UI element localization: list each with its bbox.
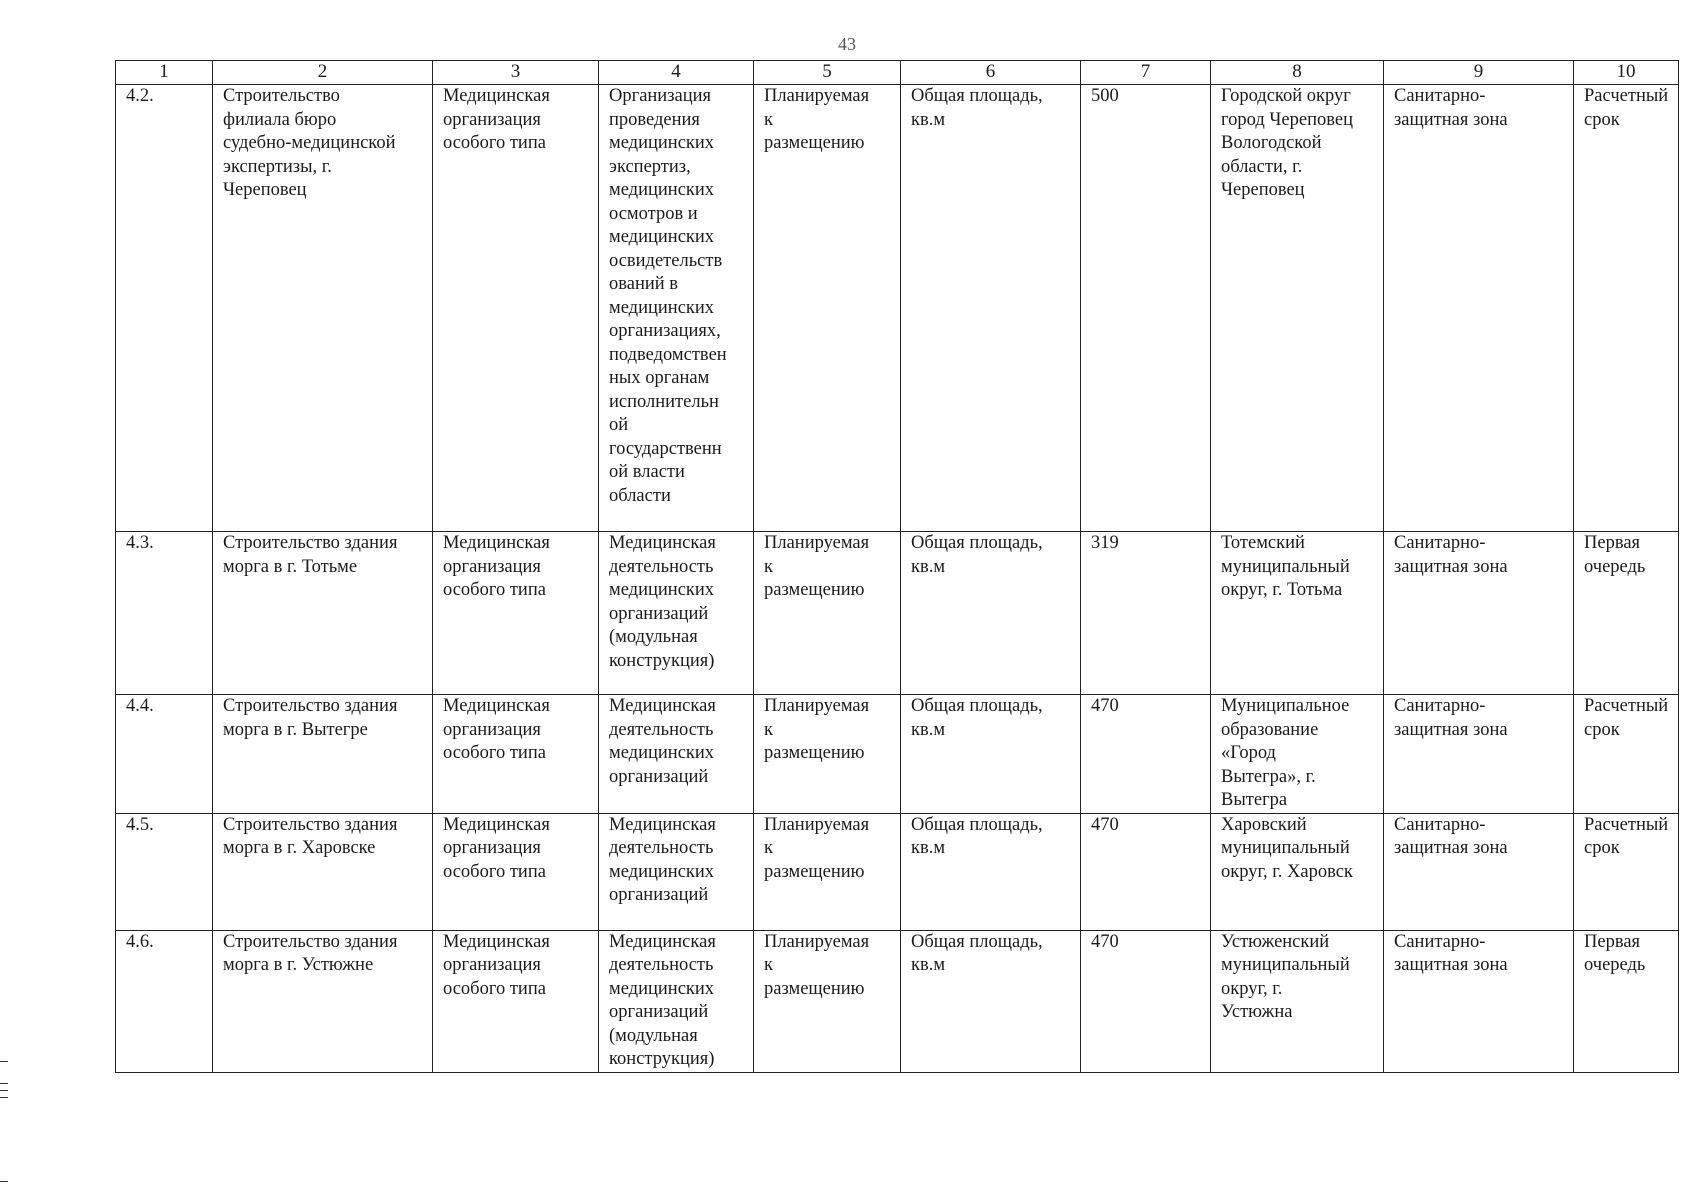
object-status: Планируемая к размещению xyxy=(754,532,901,695)
object-location: Городской округ город Череповец Вологодской области, г. Череповец xyxy=(1211,85,1384,532)
column-number: 9 xyxy=(1384,61,1574,85)
object-location: Устюженский муниципальный округ, г. Устюжна xyxy=(1211,930,1384,1072)
column-number: 3 xyxy=(433,61,599,85)
implementation-term: Первая очередь xyxy=(1574,930,1679,1072)
object-name: Строительство здания морга в г. Устюжне xyxy=(213,930,433,1072)
object-name: Строительство здания морга в г. Тотьме xyxy=(213,532,433,695)
object-characteristic: Общая площадь, кв.м xyxy=(901,532,1081,695)
restriction-zone: Санитарно- защитная зона xyxy=(1384,930,1574,1072)
column-number: 2 xyxy=(213,61,433,85)
object-purpose: Медицинская деятельность медицинских организаций xyxy=(599,813,754,930)
row-number: 4.3. xyxy=(116,532,213,695)
object-status: Планируемая к размещению xyxy=(754,85,901,532)
margin-tick xyxy=(0,1083,8,1084)
restriction-zone: Санитарно- защитная зона xyxy=(1384,532,1574,695)
restriction-zone: Санитарно- защитная зона xyxy=(1384,813,1574,930)
object-purpose: Медицинская деятельность медицинских организаций (модульная конструкция) xyxy=(599,930,754,1072)
object-characteristic: Общая площадь, кв.м xyxy=(901,930,1081,1072)
object-location: Харовский муниципальный округ, г. Харовск xyxy=(1211,813,1384,930)
column-number: 6 xyxy=(901,61,1081,85)
table-row xyxy=(116,85,1679,532)
margin-tick xyxy=(0,1090,8,1091)
margin-tick xyxy=(0,1061,8,1062)
column-number-row xyxy=(116,61,1679,85)
page-number: 43 xyxy=(838,34,856,54)
object-purpose: Медицинская деятельность медицинских организаций xyxy=(599,695,754,814)
row-number: 4.5. xyxy=(116,813,213,930)
column-number: 1 xyxy=(116,61,213,85)
table-row xyxy=(116,930,1679,1072)
object-status: Планируемая к размещению xyxy=(754,930,901,1072)
object-value: 470 xyxy=(1081,930,1211,1072)
object-type: Медицинская организация особого типа xyxy=(433,695,599,814)
row-number: 4.6. xyxy=(116,930,213,1072)
row-number: 4.2. xyxy=(116,85,213,532)
margin-tick xyxy=(0,1097,8,1098)
object-name: Строительство филиала бюро судебно-медицинской экспертизы, г. Череповец xyxy=(213,85,433,532)
object-purpose: Медицинская деятельность медицинских организаций (модульная конструкция) xyxy=(599,532,754,695)
implementation-term: Расчетный срок xyxy=(1574,85,1679,532)
object-characteristic: Общая площадь, кв.м xyxy=(901,695,1081,814)
object-value: 319 xyxy=(1081,532,1211,695)
object-type: Медицинская организация особого типа xyxy=(433,930,599,1072)
object-status: Планируемая к размещению xyxy=(754,813,901,930)
object-location: Муниципальное образование «Город Вытегра», г. Вытегра xyxy=(1211,695,1384,814)
object-characteristic: Общая площадь, кв.м xyxy=(901,85,1081,532)
restriction-zone: Санитарно- защитная зона xyxy=(1384,695,1574,814)
object-type: Медицинская организация особого типа xyxy=(433,532,599,695)
planned-objects-table xyxy=(115,60,1679,1073)
object-value: 500 xyxy=(1081,85,1211,532)
table-row xyxy=(116,532,1679,695)
object-characteristic: Общая площадь, кв.м xyxy=(901,813,1081,930)
table-row xyxy=(116,695,1679,814)
column-number: 10 xyxy=(1574,61,1679,85)
margin-tick xyxy=(0,1181,8,1182)
implementation-term: Расчетный срок xyxy=(1574,695,1679,814)
object-location: Тотемский муниципальный округ, г. Тотьма xyxy=(1211,532,1384,695)
column-number: 8 xyxy=(1211,61,1384,85)
object-status: Планируемая к размещению xyxy=(754,695,901,814)
object-type: Медицинская организация особого типа xyxy=(433,813,599,930)
table-row xyxy=(116,813,1679,930)
implementation-term: Первая очередь xyxy=(1574,532,1679,695)
column-number: 5 xyxy=(754,61,901,85)
object-type: Медицинская организация особого типа xyxy=(433,85,599,532)
object-value: 470 xyxy=(1081,813,1211,930)
implementation-term: Расчетный срок xyxy=(1574,813,1679,930)
column-number: 4 xyxy=(599,61,754,85)
restriction-zone: Санитарно- защитная зона xyxy=(1384,85,1574,532)
row-number: 4.4. xyxy=(116,695,213,814)
object-value: 470 xyxy=(1081,695,1211,814)
object-purpose: Организация проведения медицинских экспертиз, медицинских осмотров и медицинских освидетельств ований в медицинских организациях, подведомствен ных органам исполнительн ой государственн ой власти области xyxy=(599,85,754,532)
object-name: Строительство здания морга в г. Вытегре xyxy=(213,695,433,814)
object-name: Строительство здания морга в г. Харовске xyxy=(213,813,433,930)
column-number: 7 xyxy=(1081,61,1211,85)
